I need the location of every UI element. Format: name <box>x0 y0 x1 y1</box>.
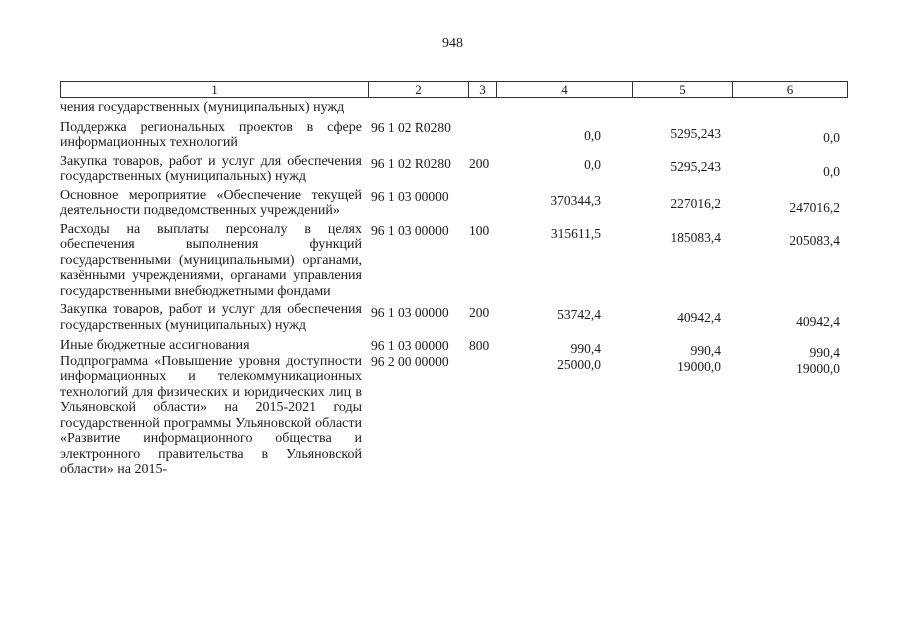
row-value-5: 40942,4 <box>677 310 721 325</box>
table-row <box>60 222 848 300</box>
row-value-4: 315611,5 <box>550 225 601 241</box>
row-value-6: 0,0 <box>823 129 840 145</box>
row-name: Расходы на выплаты персоналу в целях обеспечения выполнения функций государственными (муниципальными) органами, казёнными учреждениями, органами управления государственными внебюджетными фондами <box>60 221 362 299</box>
row-value-4: 53742,4 <box>557 307 601 322</box>
table-row <box>60 154 848 185</box>
header-col-2: 2 <box>369 82 469 97</box>
row-vr: 100 <box>469 222 490 238</box>
row-value-4-stack <box>557 341 601 372</box>
table-row <box>60 302 848 333</box>
row-code: 96 2 00 00000 <box>371 353 449 369</box>
row-value-6: 990,4 <box>809 345 840 360</box>
table-header <box>60 81 848 98</box>
row-value-6-stack <box>796 345 840 376</box>
row-name: Основное мероприятие «Обеспечение текущей деятельности подведомственных учреждений» <box>60 187 362 218</box>
row-value-5: 5295,243 <box>670 158 721 174</box>
page-number: 948 <box>442 36 463 51</box>
row-value-5: 5295,243 <box>670 125 721 141</box>
row-value-4: 0,0 <box>584 127 601 143</box>
row-value-5-stack <box>677 343 721 374</box>
row-vr: 200 <box>469 155 490 171</box>
row-vr: 200 <box>469 305 490 320</box>
row-value-6: 0,0 <box>823 163 840 179</box>
row-code: 96 1 03 00000 <box>371 305 449 320</box>
header-col-1: 1 <box>61 82 369 97</box>
row-value-6: 205083,4 <box>789 232 840 248</box>
row-code: 96 1 03 00000 <box>371 222 449 238</box>
row-name: Иные бюджетные ассигнования <box>60 338 250 353</box>
row-name: чения государственных (муниципальных) нужд <box>60 100 345 115</box>
row-code: 96 1 02 R0280 <box>371 119 451 135</box>
row-code: 96 1 03 00000 <box>371 338 449 353</box>
row-code-stack <box>371 338 449 369</box>
row-value-4: 990,4 <box>570 341 601 356</box>
header-col-4: 4 <box>497 82 633 97</box>
table-row <box>60 338 848 478</box>
row-value-4: 370344,3 <box>550 192 601 208</box>
row-name: Закупка товаров, работ и услуг для обеспечения государственных (муниципальных) нужд <box>60 153 362 184</box>
row-value-4: 25000,0 <box>557 356 601 372</box>
header-col-6: 6 <box>786 82 794 97</box>
row-code: 96 1 03 00000 <box>371 188 449 204</box>
row-value-6: 40942,4 <box>796 314 840 329</box>
row-value-5: 19000,0 <box>677 358 721 374</box>
row-name: Закупка товаров, работ и услуг для обеспечения государственных (муниципальных) нужд <box>60 302 362 333</box>
row-value-5: 185083,4 <box>670 229 721 245</box>
row-name: Подпрограмма «Повышение уровня доступности информационных и телекоммуникационных технологий для физических и юридических лиц в Ульяновской области» на 2015-2021 годы государственной программы Ульяновской области «Развитие информационного общества и электронного правительства в Ульяновской области» на 2015- <box>60 353 362 477</box>
row-vr: 800 <box>469 338 490 353</box>
table-row <box>60 100 848 116</box>
row-value-4: 0,0 <box>584 156 601 172</box>
row-value-6: 19000,0 <box>796 360 840 376</box>
row-code: 96 1 02 R0280 <box>371 155 451 171</box>
table-row <box>60 188 848 219</box>
header-col-3: 3 <box>469 82 497 97</box>
table-row <box>60 120 848 151</box>
row-value-5: 227016,2 <box>670 195 721 211</box>
row-value-6: 247016,2 <box>789 199 840 215</box>
table-body <box>60 100 848 478</box>
row-name: Поддержка региональных проектов в сфере информационных технологий <box>60 119 362 150</box>
row-value-5: 990,4 <box>690 343 721 358</box>
header-col-5: 5 <box>633 82 733 97</box>
